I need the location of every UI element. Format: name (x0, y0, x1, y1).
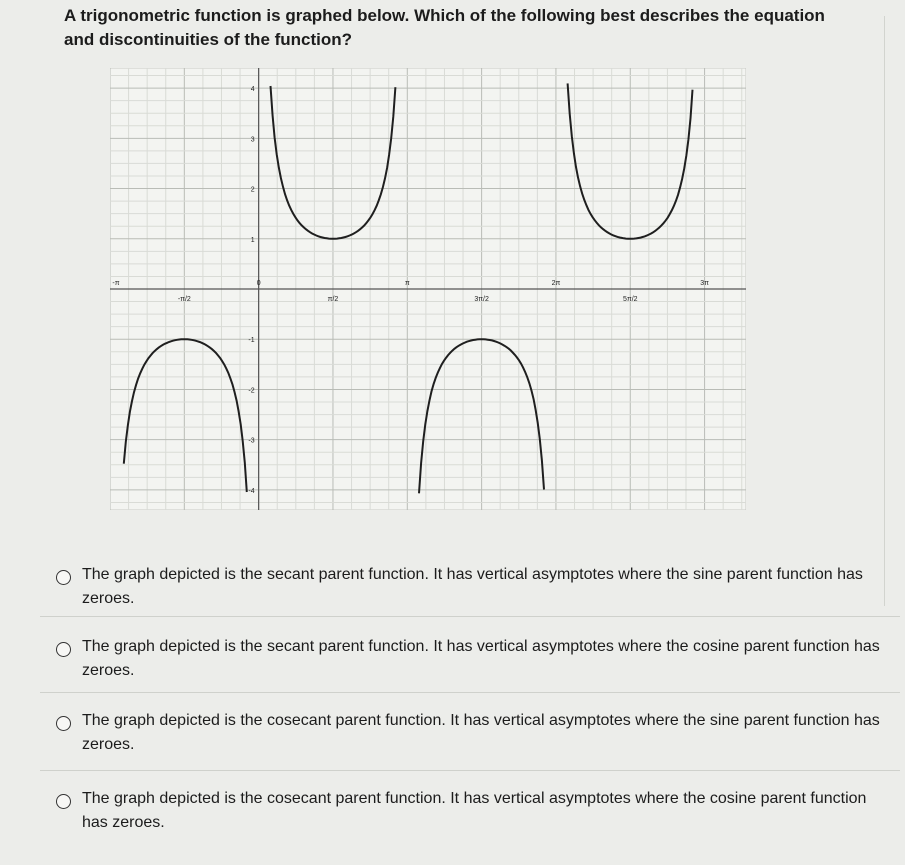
x-tick-label: 3π (700, 280, 709, 287)
y-tick-label: 2 (250, 186, 255, 194)
x-tick-label: π/2 (327, 296, 339, 303)
x-tick-label: 3π/2 (474, 296, 489, 303)
radio-button[interactable] (56, 642, 71, 657)
y-tick-label: 1 (250, 236, 255, 244)
x-tick-label: 0 (256, 280, 261, 287)
y-tick-label: 4 (250, 86, 255, 94)
question-text: A trigonometric function is graphed below. Which of the following best describes the equation and discontinuities of the function? (64, 6, 825, 49)
y-tick-label: -3 (248, 437, 255, 445)
x-tick-label: 2π (551, 280, 561, 287)
divider (40, 616, 900, 617)
answer-option-4[interactable] (50, 787, 895, 835)
radio-button[interactable] (56, 570, 71, 585)
y-tick-label: -4 (248, 487, 255, 495)
answer-option-3[interactable] (50, 709, 895, 757)
answer-option-2[interactable] (50, 635, 895, 683)
option-label: The graph depicted is the secant parent function. It has vertical asymptotes where the sine parent function has zeroes. (82, 566, 863, 607)
answer-option-1[interactable] (50, 563, 895, 611)
y-tick-label: -2 (248, 387, 255, 395)
divider (40, 692, 900, 693)
radio-button[interactable] (56, 794, 71, 809)
page-border-line (884, 16, 885, 606)
graph-svg (110, 68, 746, 510)
radio-button[interactable] (56, 716, 71, 731)
function-graph (110, 68, 746, 510)
x-tick-label: -π/2 (177, 296, 191, 303)
option-label: The graph depicted is the cosecant parent function. It has vertical asymptotes where the sine parent function has zeroes. (82, 712, 880, 753)
x-tick-label: π (404, 280, 410, 287)
divider (40, 770, 900, 771)
x-tick-label: -π (112, 280, 120, 287)
option-label: The graph depicted is the secant parent function. It has vertical asymptotes where the cosine parent function has zeroes. (82, 638, 880, 679)
y-tick-label: 3 (250, 136, 255, 144)
option-label: The graph depicted is the cosecant parent function. It has vertical asymptotes where the cosine parent function has zeroes. (82, 790, 867, 831)
x-tick-label: 5π/2 (622, 296, 638, 303)
y-tick-label: -1 (248, 337, 255, 345)
